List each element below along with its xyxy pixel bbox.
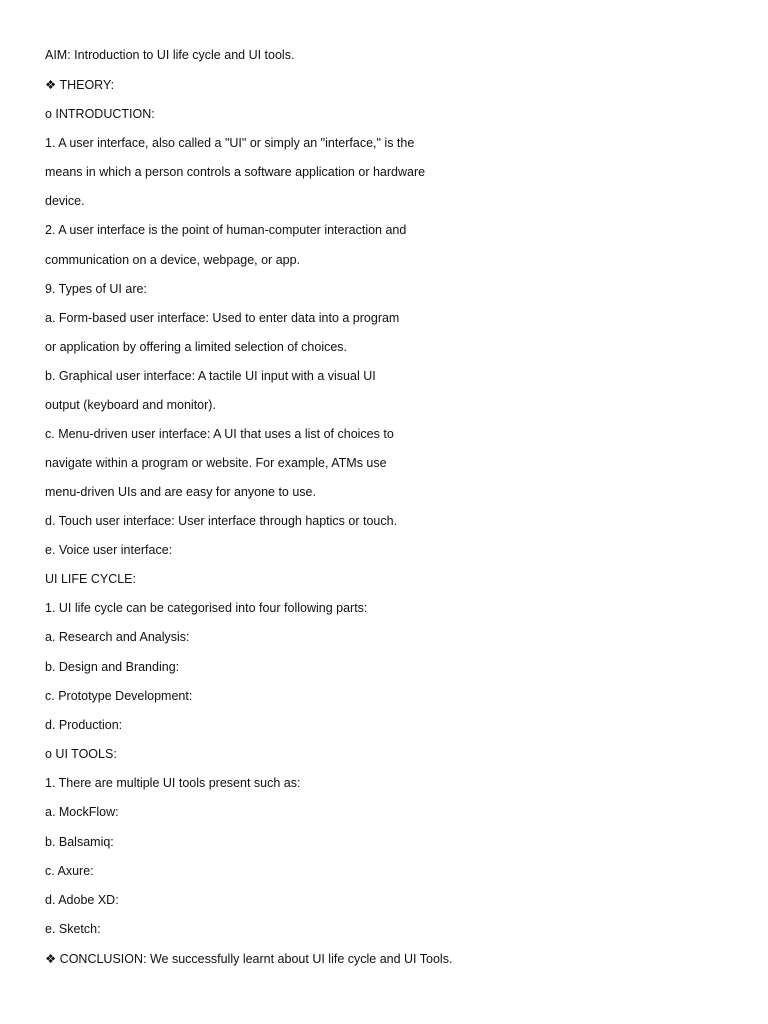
list-item: b. Graphical user interface: A tactile UI input with a visual UI <box>45 369 376 383</box>
ui-tools-heading: o UI TOOLS: <box>45 747 117 761</box>
list-item: e. Voice user interface: <box>45 543 173 557</box>
text-line: 1. There are multiple UI tools present such as: <box>45 776 301 790</box>
list-item: e. Sketch: <box>45 922 101 936</box>
list-item: a. MockFlow: <box>45 805 119 819</box>
list-item: c. Menu-driven user interface: A UI that uses a list of choices to <box>45 427 394 441</box>
list-item: d. Touch user interface: User interface through haptics or touch. <box>45 514 398 528</box>
text-line: or application by offering a limited selection of choices. <box>45 340 348 354</box>
list-item: b. Design and Branding: <box>45 660 180 674</box>
text-line: 2. A user interface is the point of human-computer interaction and <box>45 223 407 237</box>
conclusion-line: ❖ CONCLUSION: We successfully learnt about UI life cycle and UI Tools. <box>45 952 453 966</box>
text-line: 1. A user interface, also called a "UI" or simply an "interface," is the <box>45 136 415 150</box>
text-line: means in which a person controls a software application or hardware <box>45 165 426 179</box>
list-item: c. Axure: <box>45 864 94 878</box>
text-line: communication on a device, webpage, or app. <box>45 253 301 267</box>
list-item: c. Prototype Development: <box>45 689 193 703</box>
introduction-heading: o INTRODUCTION: <box>45 107 155 121</box>
list-item: d. Adobe XD: <box>45 893 119 907</box>
theory-heading: ❖ THEORY: <box>45 78 115 92</box>
text-line: navigate within a program or website. For example, ATMs use <box>45 456 387 470</box>
list-item: a. Form-based user interface: Used to enter data into a program <box>45 311 400 325</box>
list-item: b. Balsamiq: <box>45 835 114 849</box>
ui-life-cycle-heading: UI LIFE CYCLE: <box>45 572 136 586</box>
aim-line: AIM: Introduction to UI life cycle and UI tools. <box>45 48 295 62</box>
list-item: a. Research and Analysis: <box>45 630 190 644</box>
text-line: output (keyboard and monitor). <box>45 398 216 412</box>
types-heading: 9. Types of UI are: <box>45 282 147 296</box>
text-line: device. <box>45 194 85 208</box>
text-line: menu-driven UIs and are easy for anyone to use. <box>45 485 316 499</box>
text-line: 1. UI life cycle can be categorised into four following parts: <box>45 601 368 615</box>
list-item: d. Production: <box>45 718 123 732</box>
